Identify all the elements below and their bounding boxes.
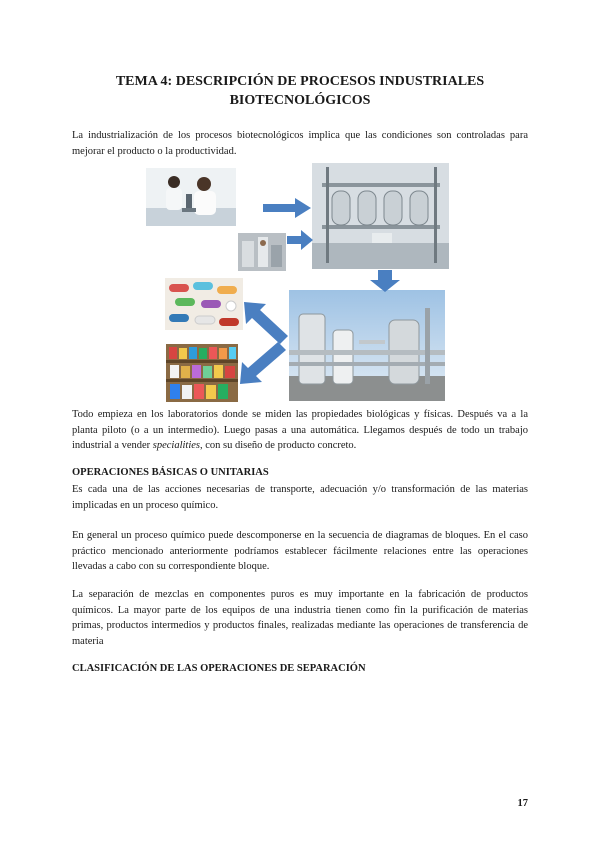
industrial-plant-photo xyxy=(289,290,445,401)
process-paragraph xyxy=(72,407,528,454)
unit-operations-paragraph: Es cada una de las acciones necesarias de transporte, adecuación y/o transformación de las materias implicadas en un proceso químico. xyxy=(72,484,528,511)
page-number: 17 xyxy=(517,798,528,809)
process-text-after: , con su diseño de producto concreto. xyxy=(200,440,357,451)
lab-equipment-photo xyxy=(238,233,286,271)
title-line-1: TEMA 4: DESCRIPCIÓN DE PROCESOS INDUSTRIALES xyxy=(115,74,485,89)
grocery-shelf-photo xyxy=(166,344,238,402)
specialities-term: specialities xyxy=(152,440,201,451)
arrow-right-icon xyxy=(287,230,313,250)
section-heading-clasificacion: CLASIFICACIÓN DE LAS OPERACIONES DE SEPARACIÓN xyxy=(72,663,366,674)
page-title xyxy=(60,72,540,110)
arrow-right-icon xyxy=(263,198,311,218)
arrow-up-left-icon xyxy=(244,302,288,344)
arrow-down-icon xyxy=(370,270,400,292)
block-diagram-paragraph: En general un proceso químico puede descomponerse en la secuencia de diagramas de bloques. En el caso práctico mencionado anteriormente podríamos establecer fácilmente relaciones entre las operaciones llevadas a cabo con su correspondiente bloque. xyxy=(72,530,528,572)
section-heading-operaciones: OPERACIONES BÁSICAS O UNITARIAS xyxy=(72,467,269,478)
pilot-plant-photo xyxy=(312,163,449,269)
arrow-down-left-icon xyxy=(240,342,286,384)
pills-photo xyxy=(165,278,243,330)
intro-paragraph: La industrialización de los procesos biotecnológicos implica que las condiciones son controladas para mejorar el producto o la productividad. xyxy=(72,130,528,157)
separation-paragraph: La separación de mezclas en componentes puros es muy importante en la fabricación de productos químicos. La mayor parte de los equipos de una industria tienen como fin la purificación de materias primas, productos intermedios y productos finales, realizadas mediante las operaciones de transferencia de materia xyxy=(72,589,528,647)
process-text-before: Todo empieza en los laboratorios donde se miden las propiedades biológicas y físicas. Después va a la planta piloto (o a un intermedio). Luego pasas a una automática. Llegamos después de todo un trabajo industrial a vender xyxy=(72,409,528,451)
laboratory-photo xyxy=(146,168,236,226)
title-line-2: BIOTECNOLÓGICOS xyxy=(229,93,371,108)
